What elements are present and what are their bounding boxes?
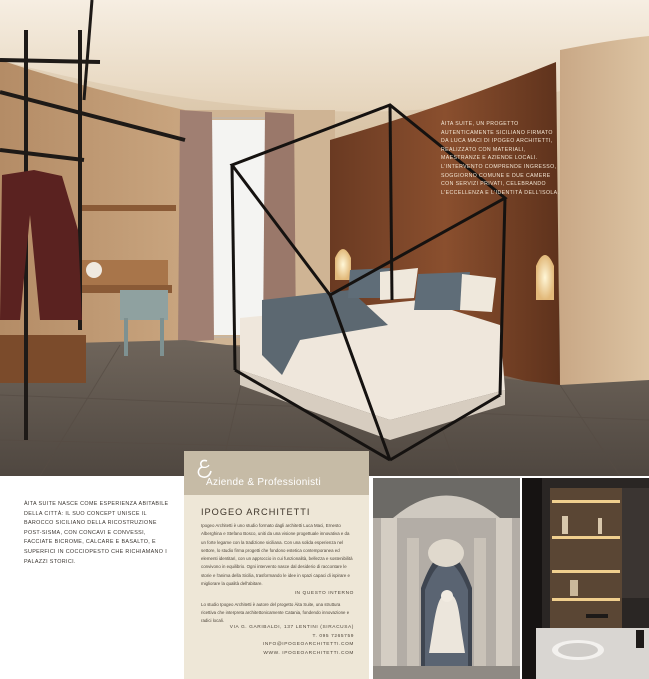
section-header-strip — [184, 451, 369, 495]
contact-address: VIA G. GARIBALDI, 137 LENTINI (SIRACUSA) — [229, 625, 354, 630]
intro-paragraph: ÀITA SUITE NASCE COME ESPERIENZA ABITABILE DELLA CITTÀ: IL SUO CONCEPT UNISCE IL BAROCCO SICILIANO DELLA RICOSTRUZIONE POST-SISMA, CON CONCAVI E CONVESSI, FACCIATE BICROME, CALCARE E BASALTO, E SUPERFICI IN COCCIOPESTO CHE RICHIAMANO I PALAZZI STORICI. — [24, 501, 169, 565]
studio-description: Ipogeo Architetti è uno studio formato dagli architetti Luca Maci, Ernesto Alberghina e Stefano Bosco, uniti da una visione progettuale innovativa e da un forte legame con la tradizione siciliana. Con una solida esperienza nel settore, lo studio firma progetti che fondono estetica contemporanea ed elementi identitari, con un approccio in cui funzionalità, bellezza e sostenibilità convivono in equilibrio. Ogni intervento nasce dal desiderio di raccontare le storie e l'anima della Sicilia, trasformando le idee in spazi capaci di ispirare e migliorare la qualità dell'abitare. — [201, 523, 353, 587]
in-this-issue-label: IN QUESTO INTERNO — [294, 591, 354, 596]
project-note: Lo studio Ipogeo Architetti è autore del progetto Àita Suite, una struttura ricettiva che interpreta architettonicamente Catania, fondendo innovazione e radici locali. — [201, 602, 350, 624]
section-brand-label: Aziende & Professionisti — [206, 477, 322, 488]
studio-name: IPOGEO ARCHITETTI — [201, 507, 311, 517]
contact-block — [230, 624, 354, 658]
bathroom-illustration — [522, 478, 649, 679]
bathroom-photo — [522, 478, 649, 679]
contact-email[interactable]: INFO@IPOGEOARCHITETTI.COM — [262, 642, 354, 648]
baroque-facade-photo — [373, 478, 520, 679]
contact-website[interactable]: WWW. IPOGEOARCHITETTI.COM — [263, 650, 354, 656]
contact-phone: T. 095 7265759 — [312, 633, 354, 639]
company-info-box — [184, 451, 369, 679]
baroque-illustration — [373, 478, 520, 679]
hero-caption: ÀITA SUITE, UN PROGETTO AUTENTICAMENTE SICILIANO FIRMATO DA LUCA MACI DI IPOGEO ARCHITETTI, REALIZZATO CON MATERIALI, MAESTRANZE E AZIENDE LOCALI. L'INTERVENTO COMPRENDE INGRESSO, SOGGIORNO COMUNE E DUE CAMERE CON SERVIZI PRIVATI, CELEBRANDO L'ECCELLENZA E L'IDENTITÀ DELL'ISOLA. — [441, 121, 560, 196]
